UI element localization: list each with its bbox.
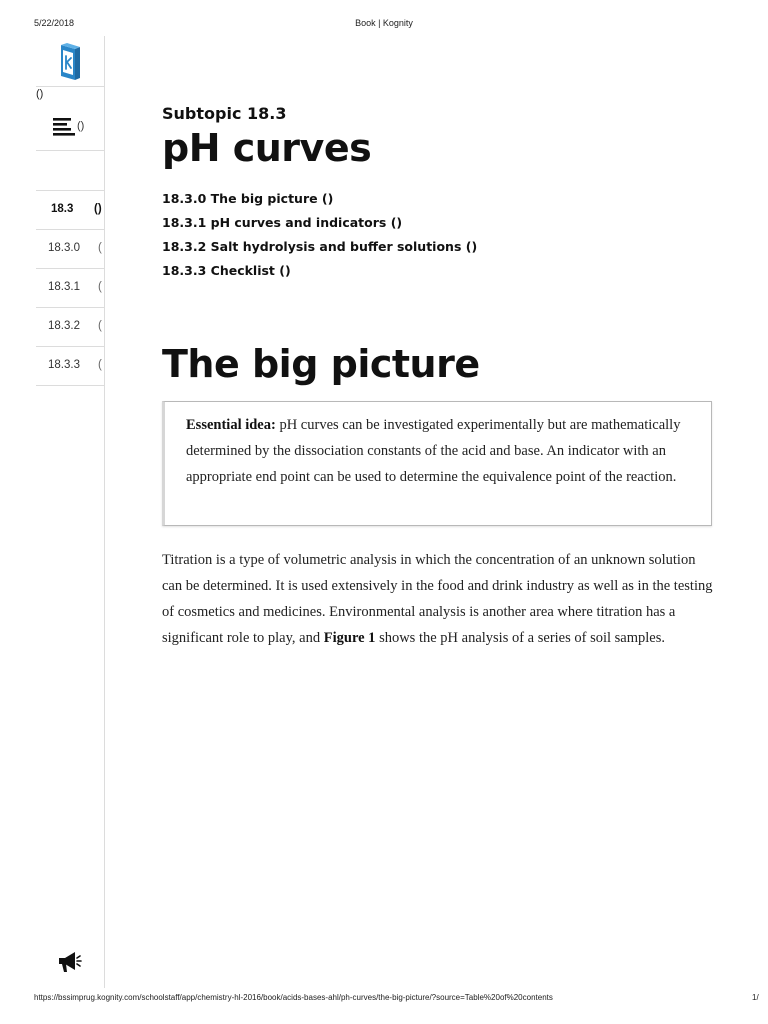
nav-item-number: 18.3.3	[48, 359, 80, 371]
nav-item-18-3-2[interactable]	[36, 308, 104, 347]
section-link-18-3-0[interactable]: 18.3.0 The big picture ()	[162, 191, 334, 206]
body-text-part: shows the pH analysis of a series of soil samples.	[375, 630, 665, 646]
section-link-18-3-1[interactable]: 18.3.1 pH curves and indicators ()	[162, 215, 403, 230]
nav-item-paren: (	[98, 242, 102, 254]
page-title: pH curves	[162, 126, 372, 170]
section-heading: The big picture	[162, 342, 480, 386]
nav-item-paren: (	[98, 281, 102, 293]
nav-item-number: 18.3	[51, 203, 74, 215]
section-link-18-3-2[interactable]: 18.3.2 Salt hydrolysis and buffer solutions ()	[162, 239, 478, 254]
nav-item-18-3[interactable]	[36, 190, 104, 230]
body-text-part: Titration is a type of volumetric analysis in which the concentration of an unknown solution can be determined. It is used extensively in the food and drink industry as well as in the testing of cosmetics and medicines. Environmental analysis is another area where titration has a significant role to play, and	[162, 552, 713, 646]
essential-idea-box	[162, 401, 712, 526]
nav-item-paren: (	[98, 320, 102, 332]
sidebar-paren: ()	[36, 88, 44, 100]
kognity-logo-icon[interactable]	[57, 42, 83, 82]
essential-idea-label: Essential idea:	[186, 417, 276, 433]
figure-reference: Figure 1	[323, 630, 376, 646]
print-title: Book | Kognity	[355, 18, 413, 28]
nav-item-number: 18.3.1	[48, 281, 80, 293]
sidebar	[36, 36, 105, 988]
nav-item-18-3-3[interactable]	[36, 347, 104, 386]
nav-item-18-3-1[interactable]	[36, 269, 104, 308]
sidebar-divider	[36, 150, 104, 151]
nav-item-paren: (	[98, 359, 102, 371]
essential-idea-text	[186, 412, 696, 490]
section-links	[162, 190, 477, 286]
nav-item-paren: ()	[94, 203, 102, 215]
print-date: 5/22/2018	[34, 18, 75, 28]
toc-toggle-paren: ()	[77, 120, 85, 132]
body-paragraph	[162, 547, 714, 651]
nav-item-number: 18.3.2	[48, 320, 80, 332]
megaphone-icon[interactable]	[56, 950, 82, 974]
subtopic-nav	[36, 190, 104, 386]
toc-toggle-button[interactable]	[52, 116, 84, 136]
essential-idea-body: pH curves can be investigated experimentally but are mathematically determined by the dissociation constants of the acid and base. An indicator with an appropriate end point can be used to determine the equivalence point of the reaction.	[186, 417, 681, 485]
section-link-18-3-3[interactable]: 18.3.3 Checklist ()	[162, 263, 291, 278]
print-url: https://bssimprug.kognity.com/schoolstaff/app/chemistry-hl-2016/book/acids-bases-ahl/ph-curves/the-big-picture/?source=Table%20of%20contents	[34, 993, 553, 1002]
sidebar-divider	[36, 86, 104, 87]
print-page-number: 1/	[752, 993, 759, 1002]
list-icon	[52, 116, 76, 136]
nav-item-18-3-0[interactable]	[36, 230, 104, 269]
nav-item-number: 18.3.0	[48, 242, 80, 254]
subtopic-label: Subtopic 18.3	[162, 104, 287, 123]
